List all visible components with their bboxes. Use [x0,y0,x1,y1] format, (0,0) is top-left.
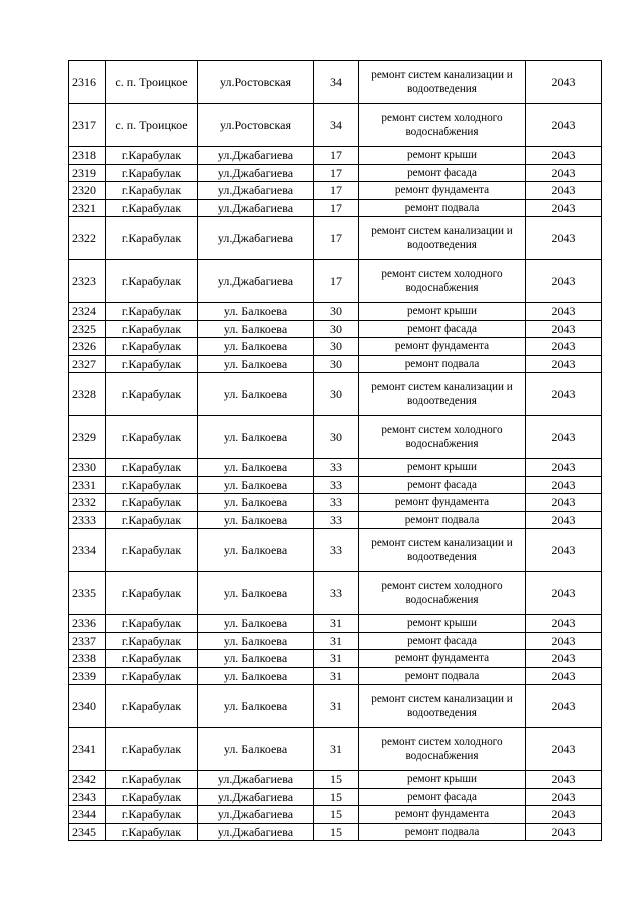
row-number: 2327 [69,355,106,373]
table-row [69,823,602,841]
row-number: 2341 [69,728,106,771]
year-cell: 2043 [526,728,602,771]
row-number: 2328 [69,373,106,416]
street-cell: ул. Балкоева [198,632,314,650]
house-number-cell: 31 [314,685,359,728]
settlement-cell: г.Карабулак [106,823,198,841]
work-type-cell: ремонт систем холодного водоснабжения [359,416,526,459]
house-number-cell: 33 [314,476,359,494]
table-row [69,632,602,650]
street-cell: ул. Балкоева [198,650,314,668]
street-cell: ул.Джабагиева [198,806,314,824]
table-row [69,61,602,104]
year-cell: 2043 [526,823,602,841]
table-row [69,529,602,572]
street-cell: ул.Джабагиева [198,199,314,217]
street-cell: ул.Джабагиева [198,164,314,182]
street-cell: ул.Джабагиева [198,823,314,841]
row-number: 2316 [69,61,106,104]
year-cell: 2043 [526,572,602,615]
row-number: 2339 [69,667,106,685]
street-cell: ул. Балкоева [198,572,314,615]
settlement-cell: г.Карабулак [106,615,198,633]
row-number: 2323 [69,260,106,303]
street-cell: ул. Балкоева [198,511,314,529]
row-number: 2342 [69,771,106,789]
settlement-cell: г.Карабулак [106,303,198,321]
street-cell: ул. Балкоева [198,320,314,338]
street-cell: ул. Балкоева [198,373,314,416]
settlement-cell: г.Карабулак [106,217,198,260]
house-number-cell: 33 [314,529,359,572]
house-number-cell: 33 [314,572,359,615]
work-type-cell: ремонт фасада [359,788,526,806]
table-row [69,338,602,356]
work-type-cell: ремонт крыши [359,147,526,165]
year-cell: 2043 [526,667,602,685]
table-row [69,320,602,338]
work-type-cell: ремонт систем канализации и водоотведения [359,61,526,104]
year-cell: 2043 [526,373,602,416]
table-row [69,355,602,373]
street-cell: ул.Ростовская [198,61,314,104]
table-row [69,199,602,217]
house-number-cell: 34 [314,104,359,147]
year-cell: 2043 [526,182,602,200]
year-cell: 2043 [526,459,602,477]
settlement-cell: г.Карабулак [106,320,198,338]
row-number: 2334 [69,529,106,572]
settlement-cell: г.Карабулак [106,788,198,806]
settlement-cell: г.Карабулак [106,182,198,200]
table-row [69,572,602,615]
table-row [69,511,602,529]
year-cell: 2043 [526,217,602,260]
street-cell: ул. Балкоева [198,416,314,459]
year-cell: 2043 [526,615,602,633]
house-number-cell: 15 [314,788,359,806]
table-row [69,147,602,165]
street-cell: ул.Джабагиева [198,217,314,260]
work-type-cell: ремонт подвала [359,823,526,841]
house-number-cell: 31 [314,728,359,771]
year-cell: 2043 [526,788,602,806]
house-number-cell: 33 [314,511,359,529]
settlement-cell: г.Карабулак [106,338,198,356]
settlement-cell: г.Карабулак [106,771,198,789]
table-row [69,373,602,416]
settlement-cell: с. п. Троицкое [106,104,198,147]
year-cell: 2043 [526,164,602,182]
row-number: 2343 [69,788,106,806]
work-type-cell: ремонт фундамента [359,182,526,200]
settlement-cell: г.Карабулак [106,494,198,512]
year-cell: 2043 [526,320,602,338]
house-number-cell: 15 [314,823,359,841]
year-cell: 2043 [526,199,602,217]
table-row [69,650,602,668]
work-type-cell: ремонт систем холодного водоснабжения [359,260,526,303]
row-number: 2326 [69,338,106,356]
house-number-cell: 15 [314,806,359,824]
settlement-cell: г.Карабулак [106,260,198,303]
settlement-cell: г.Карабулак [106,476,198,494]
work-type-cell: ремонт крыши [359,303,526,321]
table-row [69,104,602,147]
repair-schedule-table [68,60,602,841]
street-cell: ул. Балкоева [198,355,314,373]
settlement-cell: г.Карабулак [106,667,198,685]
street-cell: ул. Балкоева [198,494,314,512]
work-type-cell: ремонт крыши [359,615,526,633]
row-number: 2332 [69,494,106,512]
table-row [69,303,602,321]
settlement-cell: г.Карабулак [106,164,198,182]
house-number-cell: 30 [314,320,359,338]
house-number-cell: 31 [314,650,359,668]
settlement-cell: с. п. Троицкое [106,61,198,104]
street-cell: ул. Балкоева [198,303,314,321]
year-cell: 2043 [526,416,602,459]
year-cell: 2043 [526,529,602,572]
work-type-cell: ремонт подвала [359,199,526,217]
work-type-cell: ремонт подвала [359,667,526,685]
year-cell: 2043 [526,511,602,529]
year-cell: 2043 [526,685,602,728]
street-cell: ул.Джабагиева [198,182,314,200]
row-number: 2322 [69,217,106,260]
row-number: 2344 [69,806,106,824]
table-row [69,260,602,303]
work-type-cell: ремонт фундамента [359,806,526,824]
row-number: 2320 [69,182,106,200]
row-number: 2321 [69,199,106,217]
year-cell: 2043 [526,61,602,104]
street-cell: ул. Балкоева [198,529,314,572]
work-type-cell: ремонт фасада [359,632,526,650]
row-number: 2331 [69,476,106,494]
year-cell: 2043 [526,303,602,321]
work-type-cell: ремонт систем холодного водоснабжения [359,104,526,147]
street-cell: ул. Балкоева [198,476,314,494]
settlement-cell: г.Карабулак [106,728,198,771]
settlement-cell: г.Карабулак [106,632,198,650]
settlement-cell: г.Карабулак [106,572,198,615]
year-cell: 2043 [526,494,602,512]
work-type-cell: ремонт фасада [359,164,526,182]
work-type-cell: ремонт подвала [359,355,526,373]
row-number: 2317 [69,104,106,147]
house-number-cell: 30 [314,303,359,321]
row-number: 2336 [69,615,106,633]
row-number: 2330 [69,459,106,477]
settlement-cell: г.Карабулак [106,806,198,824]
settlement-cell: г.Карабулак [106,685,198,728]
house-number-cell: 33 [314,494,359,512]
row-number: 2338 [69,650,106,668]
street-cell: ул.Ростовская [198,104,314,147]
settlement-cell: г.Карабулак [106,529,198,572]
year-cell: 2043 [526,260,602,303]
table-row [69,685,602,728]
table-body [69,61,602,841]
house-number-cell: 31 [314,632,359,650]
year-cell: 2043 [526,650,602,668]
table-row [69,771,602,789]
house-number-cell: 31 [314,667,359,685]
house-number-cell: 17 [314,260,359,303]
work-type-cell: ремонт подвала [359,511,526,529]
street-cell: ул.Джабагиева [198,260,314,303]
work-type-cell: ремонт фасада [359,476,526,494]
work-type-cell: ремонт крыши [359,771,526,789]
table-row [69,667,602,685]
table-row [69,459,602,477]
row-number: 2325 [69,320,106,338]
work-type-cell: ремонт систем канализации и водоотведения [359,217,526,260]
table-row [69,494,602,512]
table-row [69,728,602,771]
row-number: 2329 [69,416,106,459]
house-number-cell: 30 [314,338,359,356]
year-cell: 2043 [526,147,602,165]
work-type-cell: ремонт фундамента [359,494,526,512]
year-cell: 2043 [526,806,602,824]
row-number: 2337 [69,632,106,650]
house-number-cell: 30 [314,355,359,373]
house-number-cell: 17 [314,217,359,260]
table-row [69,182,602,200]
street-cell: ул.Джабагиева [198,147,314,165]
settlement-cell: г.Карабулак [106,459,198,477]
work-type-cell: ремонт фундамента [359,338,526,356]
work-type-cell: ремонт систем канализации и водоотведения [359,685,526,728]
table-row [69,788,602,806]
street-cell: ул. Балкоева [198,459,314,477]
row-number: 2319 [69,164,106,182]
row-number: 2340 [69,685,106,728]
table-row [69,476,602,494]
house-number-cell: 34 [314,61,359,104]
year-cell: 2043 [526,476,602,494]
street-cell: ул.Джабагиева [198,788,314,806]
street-cell: ул.Джабагиева [198,771,314,789]
table-row [69,217,602,260]
table-row [69,416,602,459]
work-type-cell: ремонт систем канализации и водоотведения [359,373,526,416]
row-number: 2318 [69,147,106,165]
house-number-cell: 30 [314,373,359,416]
row-number: 2345 [69,823,106,841]
house-number-cell: 17 [314,199,359,217]
work-type-cell: ремонт систем холодного водоснабжения [359,572,526,615]
house-number-cell: 15 [314,771,359,789]
row-number: 2324 [69,303,106,321]
row-number: 2335 [69,572,106,615]
row-number: 2333 [69,511,106,529]
house-number-cell: 17 [314,147,359,165]
house-number-cell: 31 [314,615,359,633]
street-cell: ул. Балкоева [198,728,314,771]
street-cell: ул. Балкоева [198,338,314,356]
house-number-cell: 17 [314,164,359,182]
house-number-cell: 33 [314,459,359,477]
street-cell: ул. Балкоева [198,667,314,685]
settlement-cell: г.Карабулак [106,373,198,416]
settlement-cell: г.Карабулак [106,511,198,529]
settlement-cell: г.Карабулак [106,199,198,217]
work-type-cell: ремонт фундамента [359,650,526,668]
year-cell: 2043 [526,355,602,373]
settlement-cell: г.Карабулак [106,147,198,165]
year-cell: 2043 [526,338,602,356]
house-number-cell: 17 [314,182,359,200]
year-cell: 2043 [526,771,602,789]
settlement-cell: г.Карабулак [106,355,198,373]
year-cell: 2043 [526,632,602,650]
work-type-cell: ремонт фасада [359,320,526,338]
settlement-cell: г.Карабулак [106,650,198,668]
house-number-cell: 30 [314,416,359,459]
table-row [69,806,602,824]
work-type-cell: ремонт крыши [359,459,526,477]
table-row [69,615,602,633]
year-cell: 2043 [526,104,602,147]
table-row [69,164,602,182]
settlement-cell: г.Карабулак [106,416,198,459]
work-type-cell: ремонт систем холодного водоснабжения [359,728,526,771]
street-cell: ул. Балкоева [198,615,314,633]
work-type-cell: ремонт систем канализации и водоотведения [359,529,526,572]
street-cell: ул. Балкоева [198,685,314,728]
